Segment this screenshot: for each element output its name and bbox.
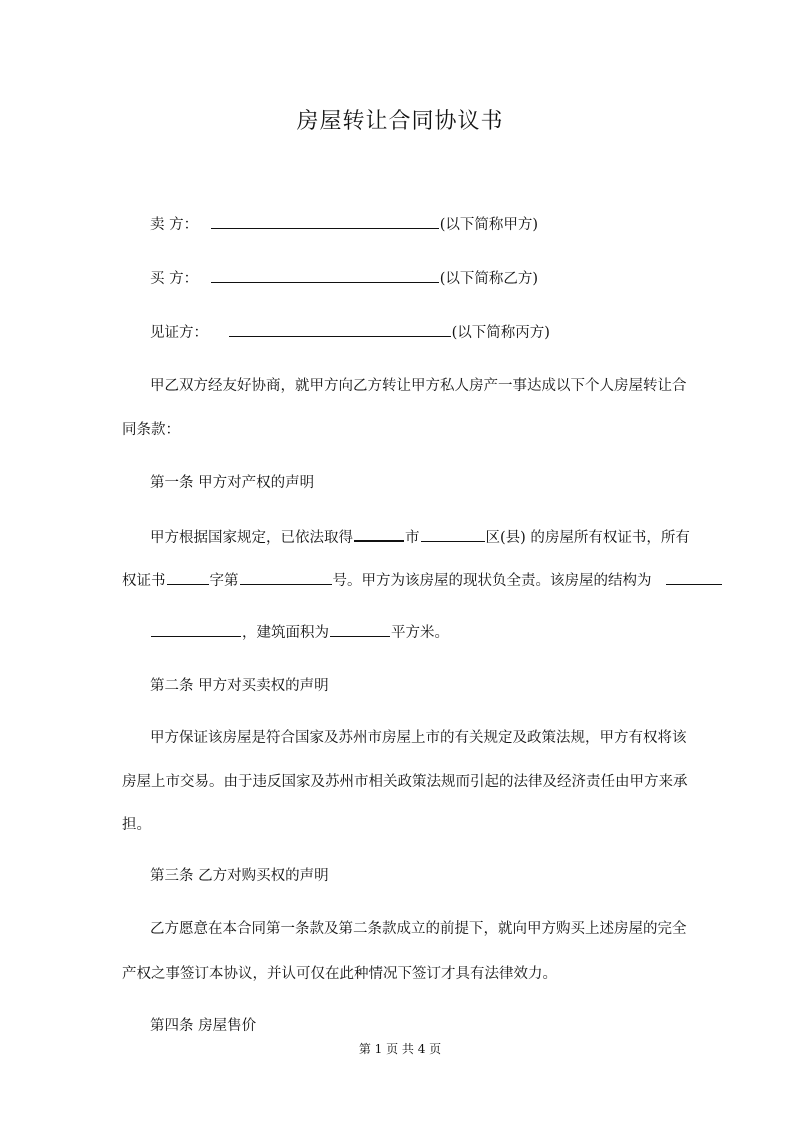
- article-1-line-1: [150, 526, 690, 548]
- article-1-heading: 第一条 甲方对产权的声明: [150, 475, 315, 491]
- a1-text-e: 字第: [209, 573, 239, 589]
- a1-text-b: 市: [405, 530, 420, 546]
- article-4-heading: 第四条 房屋售价: [150, 1018, 257, 1034]
- article-2-line-3: 担。: [122, 817, 151, 833]
- area-blank: [330, 622, 390, 637]
- article-3-line-1: 乙方愿意在本合同第一条款及第二条款成立的前提下，就向甲方购买上述房屋的完全: [150, 921, 687, 937]
- a1-text-c: 区(县) 的房屋所有权证书，所有: [485, 530, 690, 546]
- article-1-line-3: [150, 622, 449, 643]
- article-1-line-2: [122, 570, 723, 591]
- page-footer: 第 1 页 共 4 页: [358, 1042, 442, 1056]
- witness-line: [150, 322, 550, 343]
- intro-line-1: 甲乙双方经友好协商，就甲方向乙方转让甲方私人房产一事达成以下个人房屋转让合: [150, 378, 687, 394]
- a1-text-a: 甲方根据国家规定，已依法取得: [150, 530, 353, 546]
- seller-line: [150, 214, 538, 235]
- intro-line-2: 同条款：: [122, 422, 180, 438]
- article-2-heading: 第二条 甲方对买卖权的声明: [150, 678, 329, 694]
- city-blank: [354, 526, 404, 542]
- a1-text-d: 权证书: [122, 573, 166, 589]
- a1-text-h: 平方米。: [391, 625, 449, 641]
- cert-number-blank: [240, 570, 332, 585]
- seller-label: 卖 方：: [150, 217, 199, 233]
- a1-text-g: ，建筑面积为: [242, 625, 329, 641]
- page-title: 房屋转让合同协议书: [296, 109, 504, 134]
- witness-note: (以下简称丙方): [451, 325, 550, 341]
- seller-note: (以下简称甲方): [439, 217, 539, 233]
- article-2-line-2: 房屋上市交易。由于违反国家及苏州市相关政策法规而引起的法律及经济责任由甲方来承: [122, 774, 688, 790]
- seller-blank: [211, 214, 439, 229]
- structure-blank-2: [151, 622, 241, 637]
- buyer-note: (以下简称乙方): [439, 271, 539, 287]
- buyer-blank: [211, 268, 439, 283]
- witness-label: 见证方：: [150, 325, 208, 341]
- district-blank: [421, 527, 485, 542]
- article-3-heading: 第三条 乙方对购买权的声明: [150, 868, 329, 884]
- structure-blank: [666, 570, 722, 585]
- a1-text-f: 号。甲方为该房屋的现状负全责。该房屋的结构为: [332, 573, 652, 589]
- witness-blank: [229, 322, 451, 337]
- buyer-label: 买 方：: [150, 271, 199, 287]
- cert-word-blank: [167, 570, 209, 585]
- buyer-line: [150, 268, 538, 289]
- article-2-line-1: 甲方保证该房屋是符合国家及苏州市房屋上市的有关规定及政策法规，甲方有权将该: [150, 730, 687, 746]
- article-3-line-2: 产权之事签订本协议，并认可仅在此种情况下签订才具有法律效力。: [122, 966, 557, 982]
